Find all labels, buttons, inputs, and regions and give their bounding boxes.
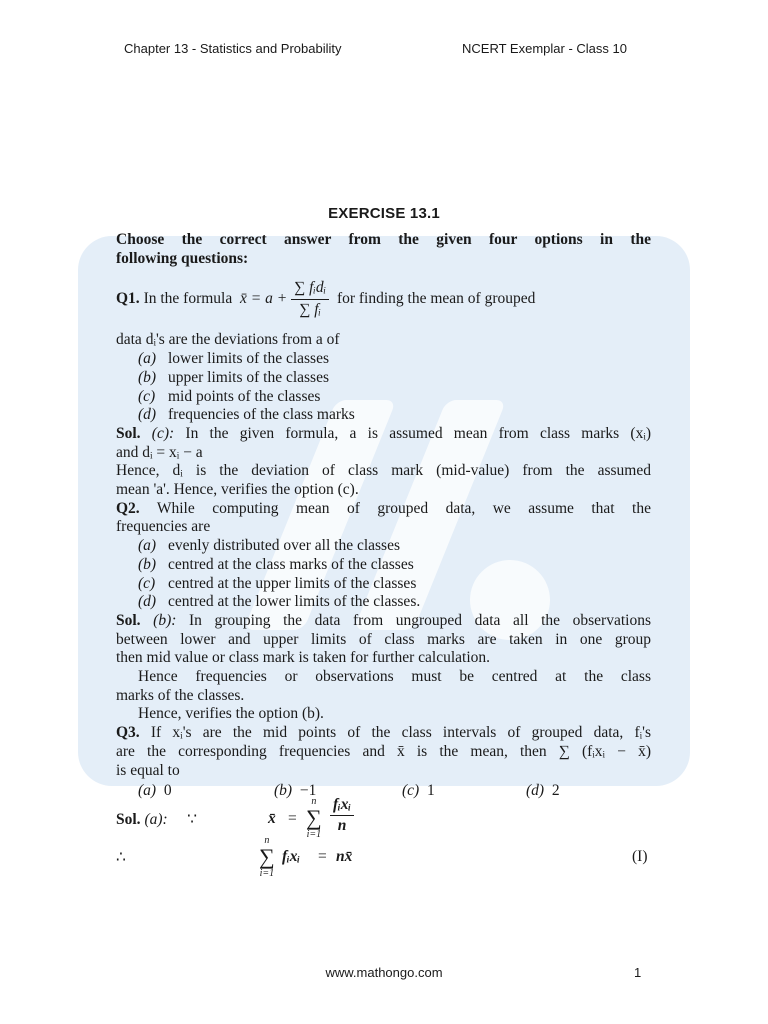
q1-text: for finding the mean of grouped (336, 290, 536, 308)
q2-solution: Hence, verifies the option (b). (138, 705, 324, 723)
eq2-equals: = (318, 848, 327, 865)
page-number: 1 (634, 965, 642, 980)
because-symbol: ∵ (187, 811, 197, 828)
q1-solution: and dᵢ = xᵢ − a (116, 443, 203, 461)
fraction-denominator: ∑ fᵢ (299, 300, 321, 318)
q2-stem: Q2. While computing mean of grouped data, we assume that the (116, 499, 651, 517)
q1-solution: mean 'a'. Hence, verifies the option (c). (116, 481, 359, 499)
exercise-content (116, 231, 651, 801)
q3-stem: Q3. If xᵢ's are the mid points of the class intervals of grouped data, fᵢ's (116, 724, 652, 742)
option-item: (b) centred at the class marks of the classes (138, 555, 414, 573)
option-item: (a) 0 (138, 782, 172, 800)
q2-stem: frequencies are (116, 518, 211, 536)
q2-solution: marks of the classes. (116, 686, 245, 704)
q2-solution: then mid value or class mark is taken for further calculation. (116, 649, 491, 667)
q2-solution: between lower and upper limits of class marks are taken in one group (116, 630, 651, 648)
q3-stem: is equal to (116, 761, 180, 779)
option-item: (d) 2 (526, 782, 560, 800)
fraction-numerator: ∑ fᵢdᵢ (291, 279, 329, 300)
q3-sol-label: Sol. (a): ∵ (116, 811, 197, 828)
option-item: (b) −1 (274, 782, 317, 800)
eq2-rhs: nx̄ (336, 848, 353, 865)
q1-formula-fraction (291, 279, 329, 319)
q1-label: Q1. (116, 290, 140, 308)
footer-url[interactable]: www.mathongo.com (325, 965, 443, 980)
option-item: (d) frequencies of the class marks (138, 406, 355, 424)
option-item: (d) centred at the lower limits of the classes. (138, 593, 421, 611)
exercise-title: EXERCISE 13.1 (328, 205, 440, 222)
eq1-lhs: x̄ (268, 810, 276, 827)
option-item: (c) mid points of the classes (138, 387, 321, 405)
intro-line: Choose the correct answer from the given four options in the (116, 231, 651, 248)
q1-text: data dᵢ's are the deviations from a of (116, 331, 340, 349)
eq2-term: fᵢxᵢ (282, 848, 301, 865)
q2-solution: Sol. (b): In grouping the data from ungrouped data all the observations (116, 611, 651, 629)
eq1-fraction: fᵢxᵢ n (330, 796, 354, 835)
eq1-equals: = (288, 810, 297, 827)
header-chapter: Chapter 13 - Statistics and Probability (124, 41, 342, 56)
header-book: NCERT Exemplar - Class 10 (462, 41, 627, 56)
q1-formula-lhs: x̄ = a + (239, 290, 288, 308)
equation-tag: (I) (632, 848, 648, 865)
q3-solution (116, 796, 651, 886)
option-item: (c) 1 (402, 782, 435, 800)
option-item: (a) evenly distributed over all the classes (138, 537, 401, 555)
eq2-summation: n ∑ i=1 (259, 835, 275, 879)
intro-line: following questions: (116, 249, 249, 267)
q1-solution: Hence, dᵢ is the deviation of class mark (mid-value) from the assumed (116, 462, 651, 480)
option-item: (c) centred at the upper limits of the classes (138, 574, 417, 592)
eq1-summation: n ∑ i=1 (306, 796, 322, 840)
option-item: (b) upper limits of the classes (138, 368, 329, 386)
q1-solution: Sol. (c): In the given formula, a is assumed mean from class marks (xᵢ) (116, 424, 652, 442)
q1-text: In the formula (143, 290, 233, 308)
q1-stem (116, 271, 651, 327)
therefore-symbol: ∴ (116, 849, 126, 866)
q3-stem: are the corresponding frequencies and x̄ is the mean, then ∑ (fᵢxᵢ − x̄) (116, 742, 651, 760)
option-item: (a) lower limits of the classes (138, 350, 329, 368)
q2-solution: Hence frequencies or observations must be centred at the class (138, 668, 651, 686)
